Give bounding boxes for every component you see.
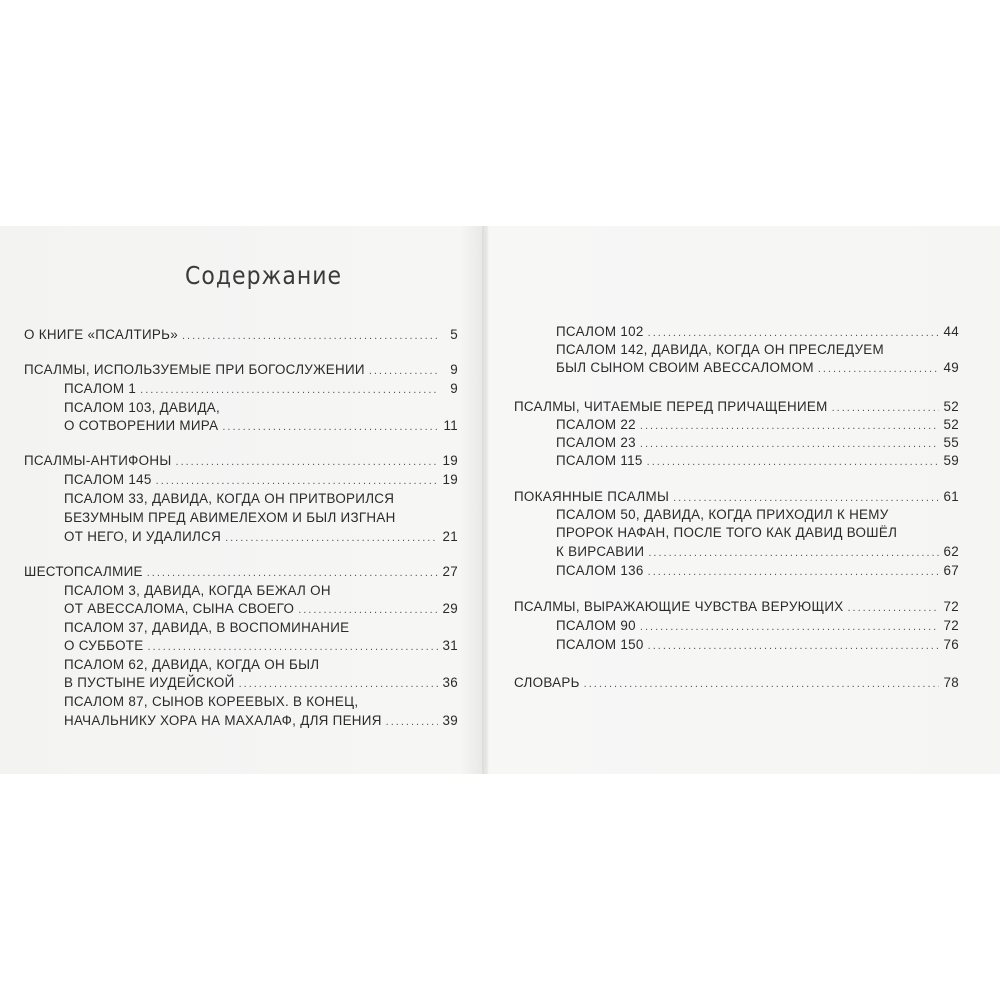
toc-section-believers: ПСАЛМЫ, ВЫРАЖАЮЩИЕ ЧУВСТВА ВЕРУЮЩИХ ..... 72 (514, 598, 959, 617)
dot-leader (584, 675, 939, 693)
toc-entry-psalm-23: ПСАЛОМ 23 ..... 55 (556, 434, 959, 453)
page-number: 59 (943, 453, 959, 468)
toc-entry-psalm-103-line1: ПСАЛОМ 103, ДАВИДА, (64, 400, 221, 415)
toc-entry-psalm-50-line2: ПРОРОК НАФАН, ПОСЛЕ ТОГО КАК ДАВИД ВОШЁЛ (556, 525, 898, 540)
page-number: 52 (943, 417, 959, 432)
toc-entry-psalm-33-line2: БЕЗУМНЫМ ПРЕД АВИМЕЛЕХОМ И БЫЛ ИЗГНАН (64, 510, 396, 525)
toc-entry-psalm-3-line1: ПСАЛОМ 3, ДАВИДА, КОГДА БЕЖАЛ ОН (64, 583, 331, 598)
dot-leader (156, 472, 438, 490)
page-number: 29 (442, 601, 458, 616)
page-number: 72 (943, 618, 959, 633)
page-number: 39 (442, 713, 458, 728)
page-number: 76 (943, 637, 959, 652)
toc-entry-psalm-62: В ПУСТЫНЕ ИУДЕЙСКОЙ ..... 36 (64, 674, 458, 693)
page-number: 9 (450, 381, 458, 396)
toc-entry-psalm-102: ПСАЛОМ 102 ..... 44 (556, 323, 959, 342)
toc-entry-psalm-90: ПСАЛОМ 90 ..... 72 (556, 617, 959, 636)
dot-leader (369, 362, 438, 380)
toc-entry-psalm-142: БЫЛ СЫНОМ СВОИМ АВЕССАЛОМОМ ..... 49 (556, 359, 959, 378)
dot-leader (176, 453, 438, 471)
dot-leader (648, 324, 939, 342)
dot-leader (148, 638, 438, 656)
toc-section-liturgy: ПСАЛМЫ, ИСПОЛЬЗУЕМЫЕ ПРИ БОГОСЛУЖЕНИИ ..... 9 (24, 361, 458, 380)
toc-entry-about: О КНИГЕ «ПСАЛТИРЬ» ..... 5 (24, 326, 458, 345)
page-number: 61 (943, 489, 959, 504)
toc-entry-psalm-103: О СОТВОРЕНИИ МИРА ..... 11 (64, 417, 458, 436)
toc-entry-psalm-22: ПСАЛОМ 22 ..... 52 (556, 416, 959, 435)
page-number: 19 (442, 453, 458, 468)
toc-section-penitential: ПОКАЯННЫЕ ПСАЛМЫ ..... 61 (514, 488, 959, 507)
dot-leader (222, 418, 438, 436)
toc-entry-glossary: СЛОВАРЬ ..... 78 (514, 674, 959, 693)
dot-leader (298, 601, 438, 619)
page-number: 11 (443, 418, 458, 433)
toc-entry-psalm-142-line1: ПСАЛОМ 142, ДАВИДА, КОГДА ОН ПРЕСЛЕДУЕМ (556, 342, 884, 357)
dot-leader (140, 381, 438, 399)
dot-leader (648, 563, 939, 581)
dot-leader (225, 529, 438, 547)
page-number: 27 (442, 564, 458, 579)
dot-leader (239, 675, 438, 693)
dot-leader (147, 564, 438, 582)
dot-leader (648, 544, 939, 562)
dot-leader (847, 599, 939, 617)
page-number: 31 (442, 638, 458, 653)
page-number: 78 (943, 675, 959, 690)
dot-leader (647, 453, 939, 471)
dot-leader (386, 713, 438, 731)
dot-leader (648, 637, 939, 655)
page-number: 21 (442, 529, 458, 544)
right-page (488, 226, 1000, 774)
page-number: 55 (943, 435, 959, 450)
toc-entry-psalm-62-line1: ПСАЛОМ 62, ДАВИДА, КОГДА ОН БЫЛ (64, 657, 320, 672)
dot-leader (832, 399, 939, 417)
toc-entry-psalm-145: ПСАЛОМ 145 ..... 19 (64, 471, 458, 490)
toc-entry-psalm-3: ОТ АВЕССАЛОМА, СЫНА СВОЕГО ..... 29 (64, 600, 458, 619)
toc-entry-psalm-115: ПСАЛОМ 115 ..... 59 (556, 452, 959, 471)
dot-leader (182, 327, 438, 345)
dot-leader (673, 489, 939, 507)
toc-entry-psalm-87-line1: ПСАЛОМ 87, СЫНОВ КОРЕЕВЫХ. В КОНЕЦ, (64, 694, 359, 709)
page-number: 9 (450, 362, 458, 377)
page-number: 52 (943, 399, 959, 414)
page-number: 62 (943, 544, 959, 559)
page-number: 72 (943, 599, 959, 614)
toc-entry-psalm-1: ПСАЛОМ 1 ..... 9 (64, 380, 458, 399)
dot-leader (640, 435, 939, 453)
toc-entry-psalm-136: ПСАЛОМ 136 ..... 67 (556, 562, 959, 581)
page-number: 67 (943, 563, 959, 578)
toc-entry-psalm-50-line1: ПСАЛОМ 50, ДАВИДА, КОГДА ПРИХОДИЛ К НЕМУ (556, 507, 889, 522)
toc-entry-psalm-33-line1: ПСАЛОМ 33, ДАВИДА, КОГДА ОН ПРИТВОРИЛСЯ (64, 491, 395, 506)
toc-entry-psalm-50: К ВИРСАВИИ ..... 62 (556, 543, 959, 562)
toc-entry-psalm-37: О СУББОТЕ ..... 31 (64, 637, 458, 656)
toc-entry-psalm-33: ОТ НЕГО, И УДАЛИЛСЯ ..... 21 (64, 528, 458, 547)
page-title: Содержание (185, 262, 343, 291)
page-number: 44 (943, 324, 959, 339)
toc-entry-psalm-87: НАЧАЛЬНИКУ ХОРА НА МАХАЛАФ, ДЛЯ ПЕНИЯ ..... 39 (64, 712, 458, 731)
page-number: 49 (943, 360, 959, 375)
toc-entry-psalm-150: ПСАЛОМ 150 ..... 76 (556, 636, 959, 655)
toc-entry-psalm-37-line1: ПСАЛОМ 37, ДАВИДА, В ВОСПОМИНАНИЕ (64, 620, 350, 635)
page-number: 36 (442, 675, 458, 690)
dot-leader (640, 417, 939, 435)
toc-section-antiphons: ПСАЛМЫ-АНТИФОНЫ ..... 19 (24, 452, 458, 471)
toc-section-communion: ПСАЛМЫ, ЧИТАЕМЫЕ ПЕРЕД ПРИЧАЩЕНИЕМ ..... 52 (514, 398, 959, 417)
dot-leader (818, 360, 939, 378)
book-spread (0, 226, 1000, 774)
page-number: 19 (442, 472, 458, 487)
dot-leader (640, 618, 939, 636)
toc-section-six-psalms: ШЕСТОПСАЛМИЕ ..... 27 (24, 563, 458, 582)
left-page (0, 226, 482, 774)
page-number: 5 (450, 327, 458, 342)
